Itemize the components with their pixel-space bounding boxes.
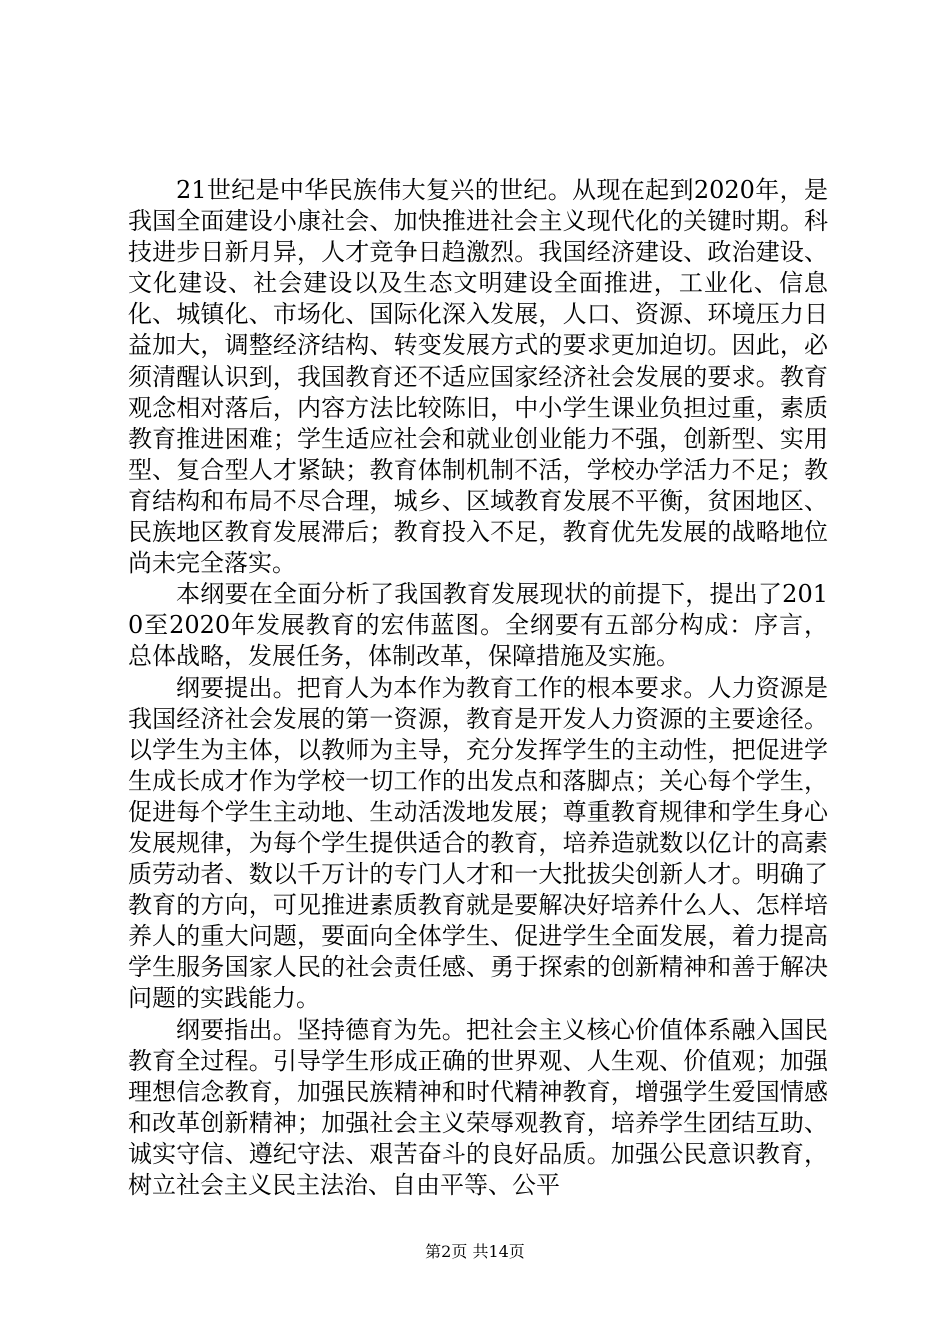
paragraph-people-oriented: 纲要提出。把育人为本作为教育工作的根本要求。人力资源是我国经济社会发展的第一资源，教育是开发人力资源的主要途径。以学生为主体，以教师为主导，充分发挥学生的主动性，把促进学生成长成才作为学校一切工作的出发点和落脚点；关心每个学生，促进每个学生主动地、生动活泼地发展；尊重教育规律和学生身心发展规律，为每个学生提供适合的教育，培养造就数以亿计的高素质劳动者、数以千万计的专门人才和一大批拔尖创新人才。明确了教育的方向，可见推进素质教育就是要解决好培养什么人、怎样培养人的重大问题，要面向全体学生、促进学生全面发展，着力提高学生服务国家人民的社会责任感、勇于探索的创新精神和善于解决问题的实践能力。 bbox=[128, 673, 828, 1013]
document-body bbox=[128, 175, 828, 1201]
page-footer: 第2页 共14页 bbox=[425, 1242, 525, 1261]
paragraph-context: 21世纪是中华民族伟大复兴的世纪。从现在起到2020年，是我国全面建设小康社会、加快推进社会主义现代化的关键时期。科技进步日新月异，人才竞争日趋激烈。我国经济建设、政治建设、文化建设、社会建设以及生态文明建设全面推进，工业化、信息化、城镇化、市场化、国际化深入发展，人口、资源、环境压力日益加大，调整经济结构、转变发展方式的要求更加迫切。因此，必须清醒认识到，我国教育还不适应国家经济社会发展的要求。教育观念相对落后，内容方法比较陈旧，中小学生课业负担过重，素质教育推进困难；学生适应社会和就业创业能力不强，创新型、实用型、复合型人才紧缺；教育体制机制不活，学校办学活力不足；教育结构和布局不尽合理，城乡、区域教育发展不平衡，贫困地区、民族地区教育发展滞后；教育投入不足，教育优先发展的战略地位尚未完全落实。 bbox=[128, 176, 828, 578]
paragraph-outline: 本纲要在全面分析了我国教育发展现状的前提下，提出了2010至2020年发展教育的宏伟蓝图。全纲要有五部分构成：序言，总体战略，发展任务，体制改革，保障措施及实施。 bbox=[128, 580, 828, 671]
paragraph-moral-education: 纲要指出。坚持德育为先。把社会主义核心价值体系融入国民教育全过程。引导学生形成正确的世界观、人生观、价值观；加强理想信念教育，加强民族精神和时代精神教育，增强学生爱国情感和改革创新精神；加强社会主义荣辱观教育，培养学生团结互助、诚实守信、遵纪守法、艰苦奋斗的良好品质。加强公民意识教育，树立社会主义民主法治、自由平等、公平 bbox=[128, 1015, 828, 1199]
